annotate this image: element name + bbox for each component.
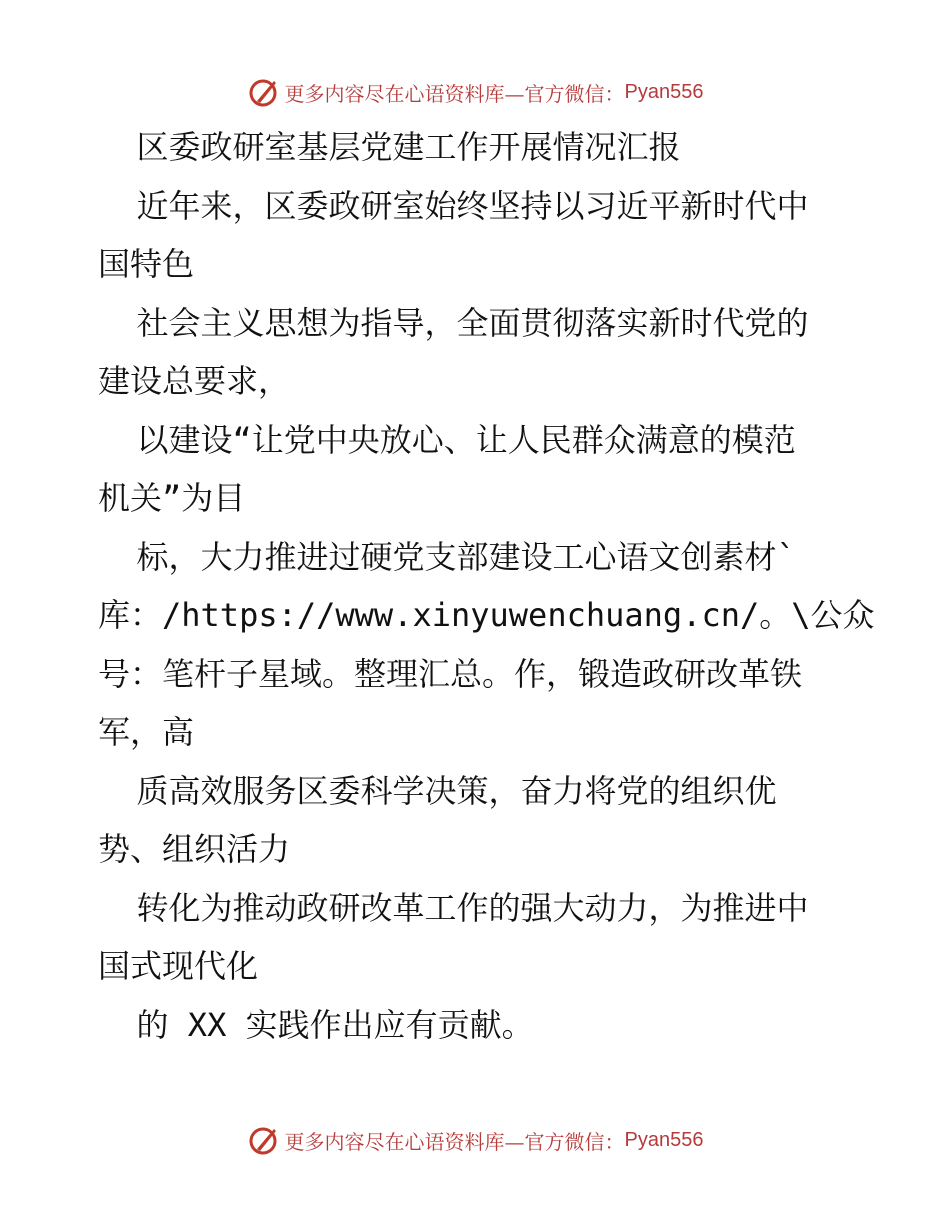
quill-logo-icon <box>247 75 281 109</box>
footer-banner-contact: Pyan556 <box>624 1128 704 1151</box>
document-line: 库：/https://www.xinyuwenchuang.cn/。\公众 <box>98 596 875 634</box>
document-line: 质高效服务区委科学决策，奋力将党的组织优 <box>98 771 777 810</box>
header-banner-contact: Pyan556 <box>624 80 704 103</box>
quill-logo-icon <box>247 1123 281 1157</box>
footer-banner-text: 更多内容尽在心语资料库—官方微信： <box>284 1129 625 1154</box>
document-line: 建设总要求， <box>98 362 291 400</box>
document-line: 国特色 <box>98 245 195 283</box>
document-line: 机关”为目 <box>98 479 246 517</box>
document-line: 军，高 <box>98 713 195 751</box>
document-line: 国式现代化 <box>98 947 259 985</box>
footer-banner <box>0 1120 950 1160</box>
document-line: 号：笔杆子星域。整理汇总。作，锻造政研改革铁 <box>98 654 803 693</box>
document-line: 标，大力推进过硬党支部建设工心语文创素材` <box>98 537 796 576</box>
header-banner-text: 更多内容尽在心语资料库—官方微信： <box>284 81 625 106</box>
document-line: 势、组织活力 <box>98 830 291 868</box>
document-title: 区委政研室基层党建工作开展情况汇报 <box>98 128 681 166</box>
document-line: 社会主义思想为指导，全面贯彻落实新时代党的 <box>98 303 809 342</box>
document-line: 近年来，区委政研室始终坚持以习近平新时代中 <box>98 186 809 225</box>
document-body <box>98 118 875 1054</box>
document-line: 以建设“让党中央放心、让人民群众满意的模范 <box>98 420 796 459</box>
header-banner <box>0 72 950 112</box>
document-line: 的 XX 实践作出应有贡献。 <box>98 1005 534 1044</box>
document-line: 转化为推动政研改革工作的强大动力，为推进中 <box>98 888 809 927</box>
